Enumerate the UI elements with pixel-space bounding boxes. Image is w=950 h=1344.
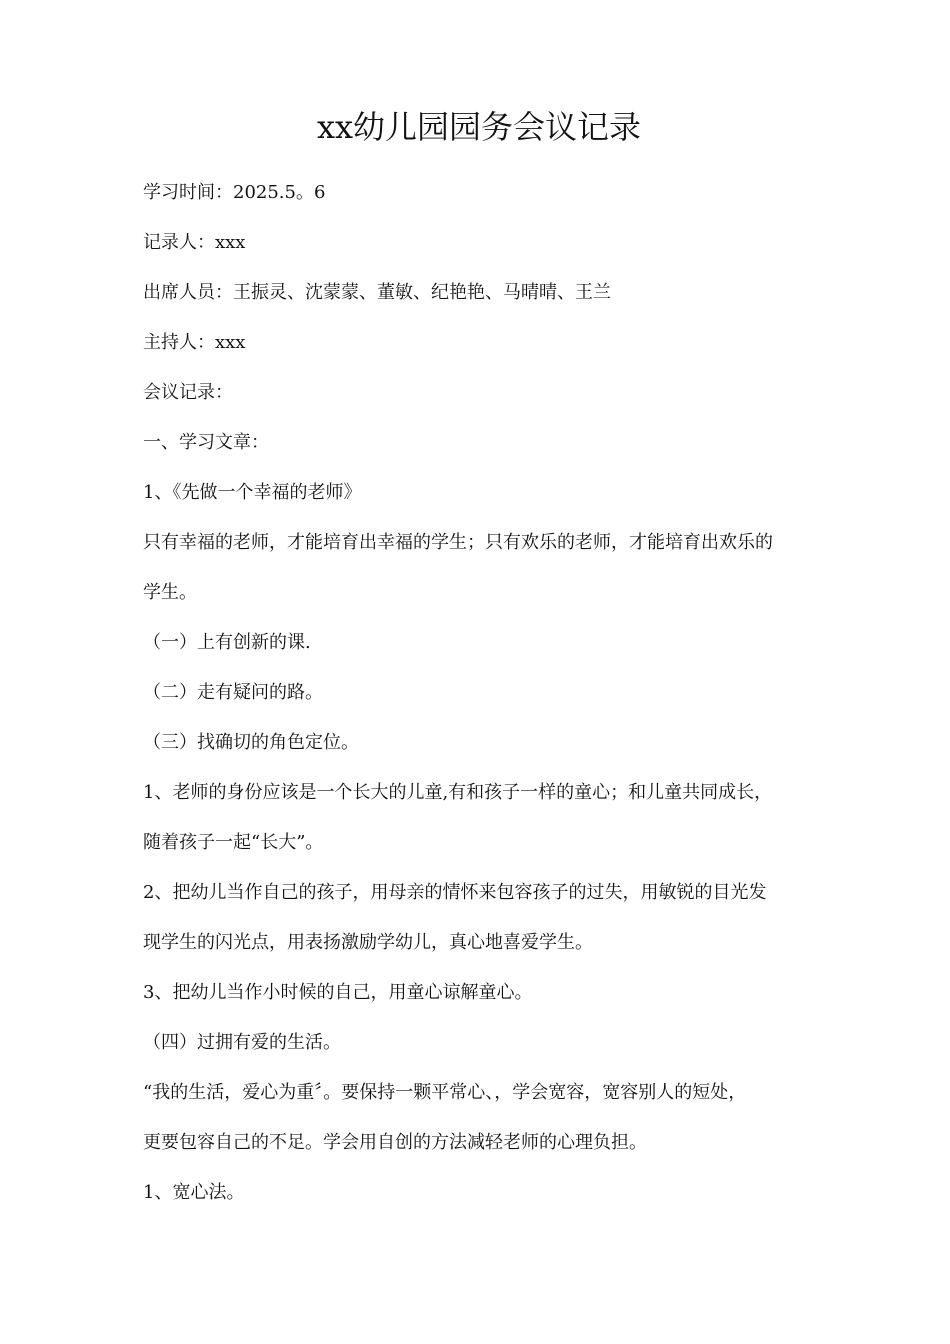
paragraph-line: 随着孩子一起“长大”。	[143, 832, 324, 853]
list-item: （四）过拥有爱的生活。	[143, 1032, 341, 1053]
recorder-line: 记录人：xxx	[143, 232, 246, 253]
study-time-line: 学习时间：2025.5。6	[143, 182, 326, 203]
list-item: （二）走有疑问的路。	[143, 682, 323, 703]
paragraph-line: 现学生的闪光点，用表扬激励学幼儿，真心地喜爱学生。	[143, 932, 593, 953]
paragraph-line: 学生。	[143, 582, 197, 603]
list-item: （一）上有创新的课.	[143, 632, 311, 653]
article-title: 1、《先做一个幸福的老师》	[143, 482, 362, 503]
paragraph-line: 1、老师的身份应该是一个长大的儿童,有和孩子一样的童心；和儿童共同成长，	[143, 782, 773, 803]
list-item: （三）找确切的角色定位。	[143, 732, 359, 753]
document-title: xx幼儿园园务会议记录	[316, 108, 642, 146]
list-item: 1、宽心法。	[143, 1182, 245, 1203]
document-body	[143, 168, 823, 1218]
paragraph-line: 只有幸福的老师，才能培育出幸福的学生；只有欢乐的老师，才能培育出欢乐的	[143, 532, 773, 553]
paragraph-line: 2、把幼儿当作自己的孩子，用母亲的情怀来包容孩子的过失，用敏锐的目光发	[143, 882, 767, 903]
paragraph-line: “我的生活，爱心为重〞。要保持一颗平常心、，学会宽容，宽容别人的短处，	[143, 1082, 747, 1103]
host-line: 主持人：xxx	[143, 332, 246, 353]
minutes-heading: 会议记录：	[143, 382, 233, 403]
section-heading: 一、学习文章：	[143, 432, 269, 453]
attendees-line: 出席人员：王振灵、沈蒙蒙、董敏、纪艳艳、马晴晴、王兰	[143, 282, 611, 303]
paragraph-line: 更要包容自己的不足。学会用自创的方法减轻老师的心理负担。	[143, 1132, 647, 1153]
paragraph-line: 3、把幼儿当作小时候的自己，用童心谅解童心。	[143, 982, 533, 1003]
